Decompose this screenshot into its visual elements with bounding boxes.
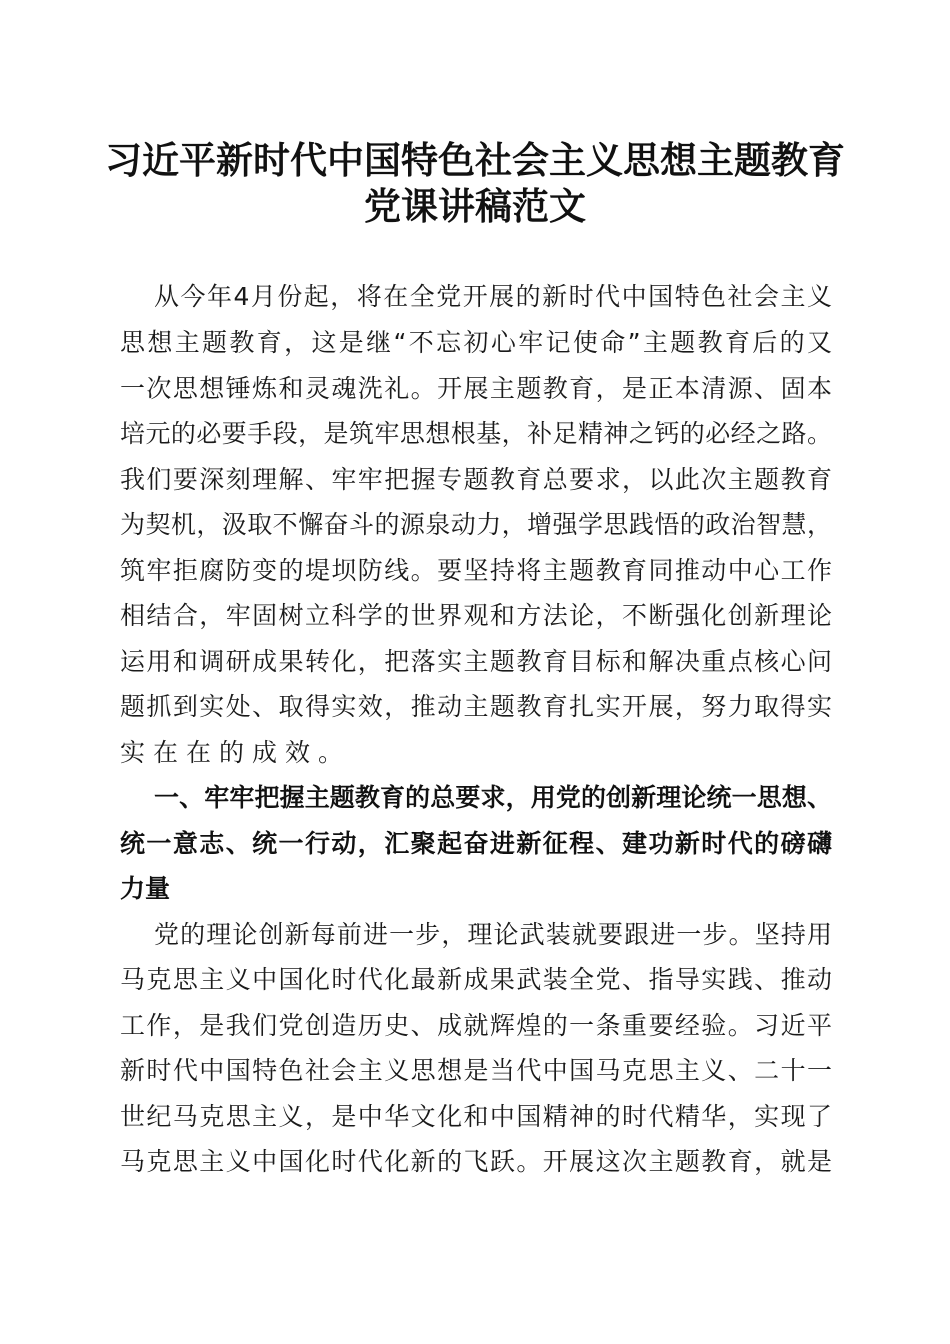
paragraph-line: 从今年4月份起，将在全党开展的新时代中国特色社会主义 — [154, 282, 832, 311]
paragraph-line: 工作，是我们党创造历史、成就辉煌的一条重要经验。习近平 — [120, 1011, 832, 1040]
paragraph-line: 世纪马克思主义，是中华文化和中国精神的时代精华，实现了 — [120, 1102, 832, 1131]
paragraph-line: 马克思主义中国化时代化最新成果武装全党、指导实践、推动 — [120, 965, 832, 994]
document-title-line-1: 习近平新时代中国特色社会主义思想主题教育 — [105, 138, 845, 182]
document-title-line-2: 党课讲稿范文 — [364, 184, 586, 228]
heading-line: 力量 — [120, 874, 171, 903]
paragraph-line: 筑牢拒腐防变的堤坝防线。要坚持将主题教育同推动中心工作 — [120, 556, 832, 585]
paragraph-line: 题抓到实处、取得实效，推动主题教育扎实开展，努力取得实 — [120, 692, 832, 721]
heading-line: 统一意志、统一行动，汇聚起奋进新征程、建功新时代的磅礴 — [120, 829, 832, 858]
paragraph-line: 新时代中国特色社会主义思想是当代中国马克思主义、二十一 — [120, 1056, 832, 1085]
paragraph-line: 马克思主义中国化时代化新的飞跃。开展这次主题教育，就是 — [120, 1147, 832, 1176]
paragraph-line: 我们要深刻理解、牢牢把握专题教育总要求，以此次主题教育 — [120, 465, 832, 494]
paragraph-line: 运用和调研成果转化，把落实主题教育目标和解决重点核心问 — [120, 647, 832, 676]
paragraph-line: 相结合，牢固树立科学的世界观和方法论，不断强化创新理论 — [120, 601, 832, 630]
paragraph-line: 实在在的成效。 — [120, 738, 352, 767]
paragraph-line: 一次思想锤炼和灵魂洗礼。开展主题教育，是正本清源、固本 — [120, 374, 832, 403]
heading-line: 一、牢牢把握主题教育的总要求，用党的创新理论统一思想、 — [154, 783, 832, 812]
paragraph-line: 思想主题教育，这是继“不忘初心牢记使命”主题教育后的又 — [120, 328, 832, 357]
paragraph-line: 党的理论创新每前进一步，理论武装就要跟进一步。坚持用 — [154, 920, 832, 949]
paragraph-line: 为契机，汲取不懈奋斗的源泉动力，增强学思践悟的政治智慧， — [120, 510, 832, 539]
paragraph-line: 培元的必要手段，是筑牢思想根基，补足精神之钙的必经之路。 — [120, 419, 832, 448]
